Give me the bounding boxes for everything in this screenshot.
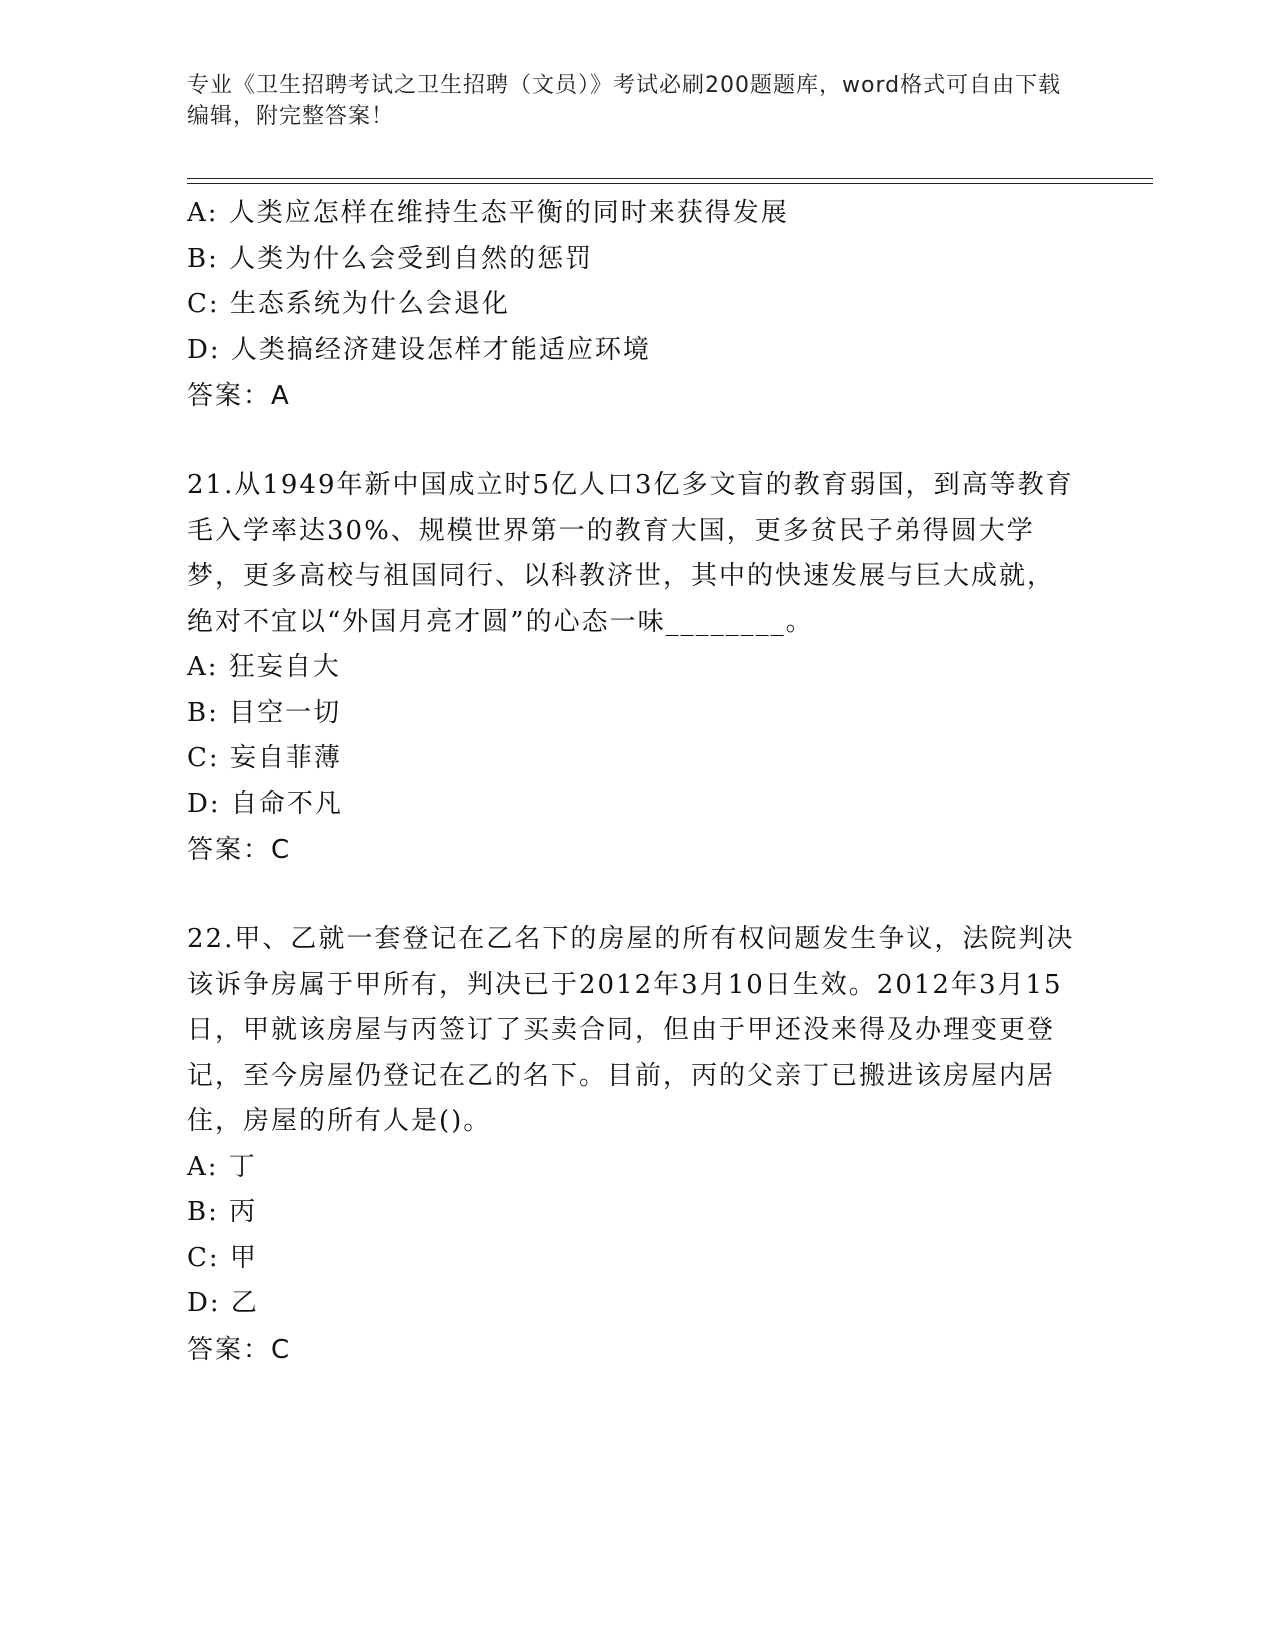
- question-20-option-d: D: 人类搞经济建设怎样才能适应环境: [187, 334, 651, 365]
- question-21-block: [187, 463, 1087, 873]
- header-divider-top: [187, 178, 1153, 179]
- question-21-option-b: B: 目空一切: [187, 697, 342, 728]
- question-20-option-a: A: 人类应怎样在维持生态平衡的同时来获得发展: [187, 198, 789, 228]
- question-20-option-c: C: 生态系统为什么会退化: [187, 289, 510, 319]
- question-21-option-a: A: 狂妄自大: [187, 652, 341, 682]
- question-20-option-b: B: 人类为什么会受到自然的惩罚: [187, 243, 594, 274]
- question-22-option-c: C: 甲: [187, 1242, 258, 1273]
- question-list: [187, 191, 1087, 1373]
- question-21-option-c: C: 妄自菲薄: [187, 743, 342, 773]
- question-20-answer: 答案：A: [187, 381, 291, 411]
- question-20-block: [187, 191, 1087, 419]
- question-22-stem: 22.甲、乙就一套登记在乙名下的房屋的所有权问题发生争议，法院判决该诉争房属于甲所有，判决已于2012年3月10日生效。2012年3月15日，甲就该房屋与丙签订了买卖合同，但由于甲还没来得及办理变更登记，至今房屋仍登记在乙的名下。目前，丙的父亲丁已搬进该房屋内居住，房屋的所有人是()。: [187, 924, 1075, 1136]
- header-divider-bottom: [187, 183, 1153, 184]
- question-21-stem: 21.从1949年新中国成立时5亿人口3亿多文盲的教育弱国，到高等教育毛入学率达30%、规模世界第一的教育大国，更多贫民子弟得圆大学梦，更多高校与祖国同行、以科教济世，其中的快速发展与巨大成就，绝对不宜以“外国月亮才圆”的心态一味________。: [187, 470, 1074, 637]
- question-22-option-a: A: 丁: [187, 1151, 257, 1182]
- question-22-option-d: D: 乙: [187, 1288, 259, 1318]
- question-22-answer: 答案：C: [187, 1334, 292, 1365]
- document-header: 专业《卫生招聘考试之卫生招聘（文员）》考试必刷200题题库，word格式可自由下载编辑，附完整答案！: [187, 73, 1062, 129]
- question-21-option-d: D: 自命不凡: [187, 788, 343, 819]
- question-21-answer: 答案：C: [187, 835, 292, 865]
- question-22-block: [187, 917, 1087, 1373]
- question-22-option-b: B: 丙: [187, 1197, 258, 1227]
